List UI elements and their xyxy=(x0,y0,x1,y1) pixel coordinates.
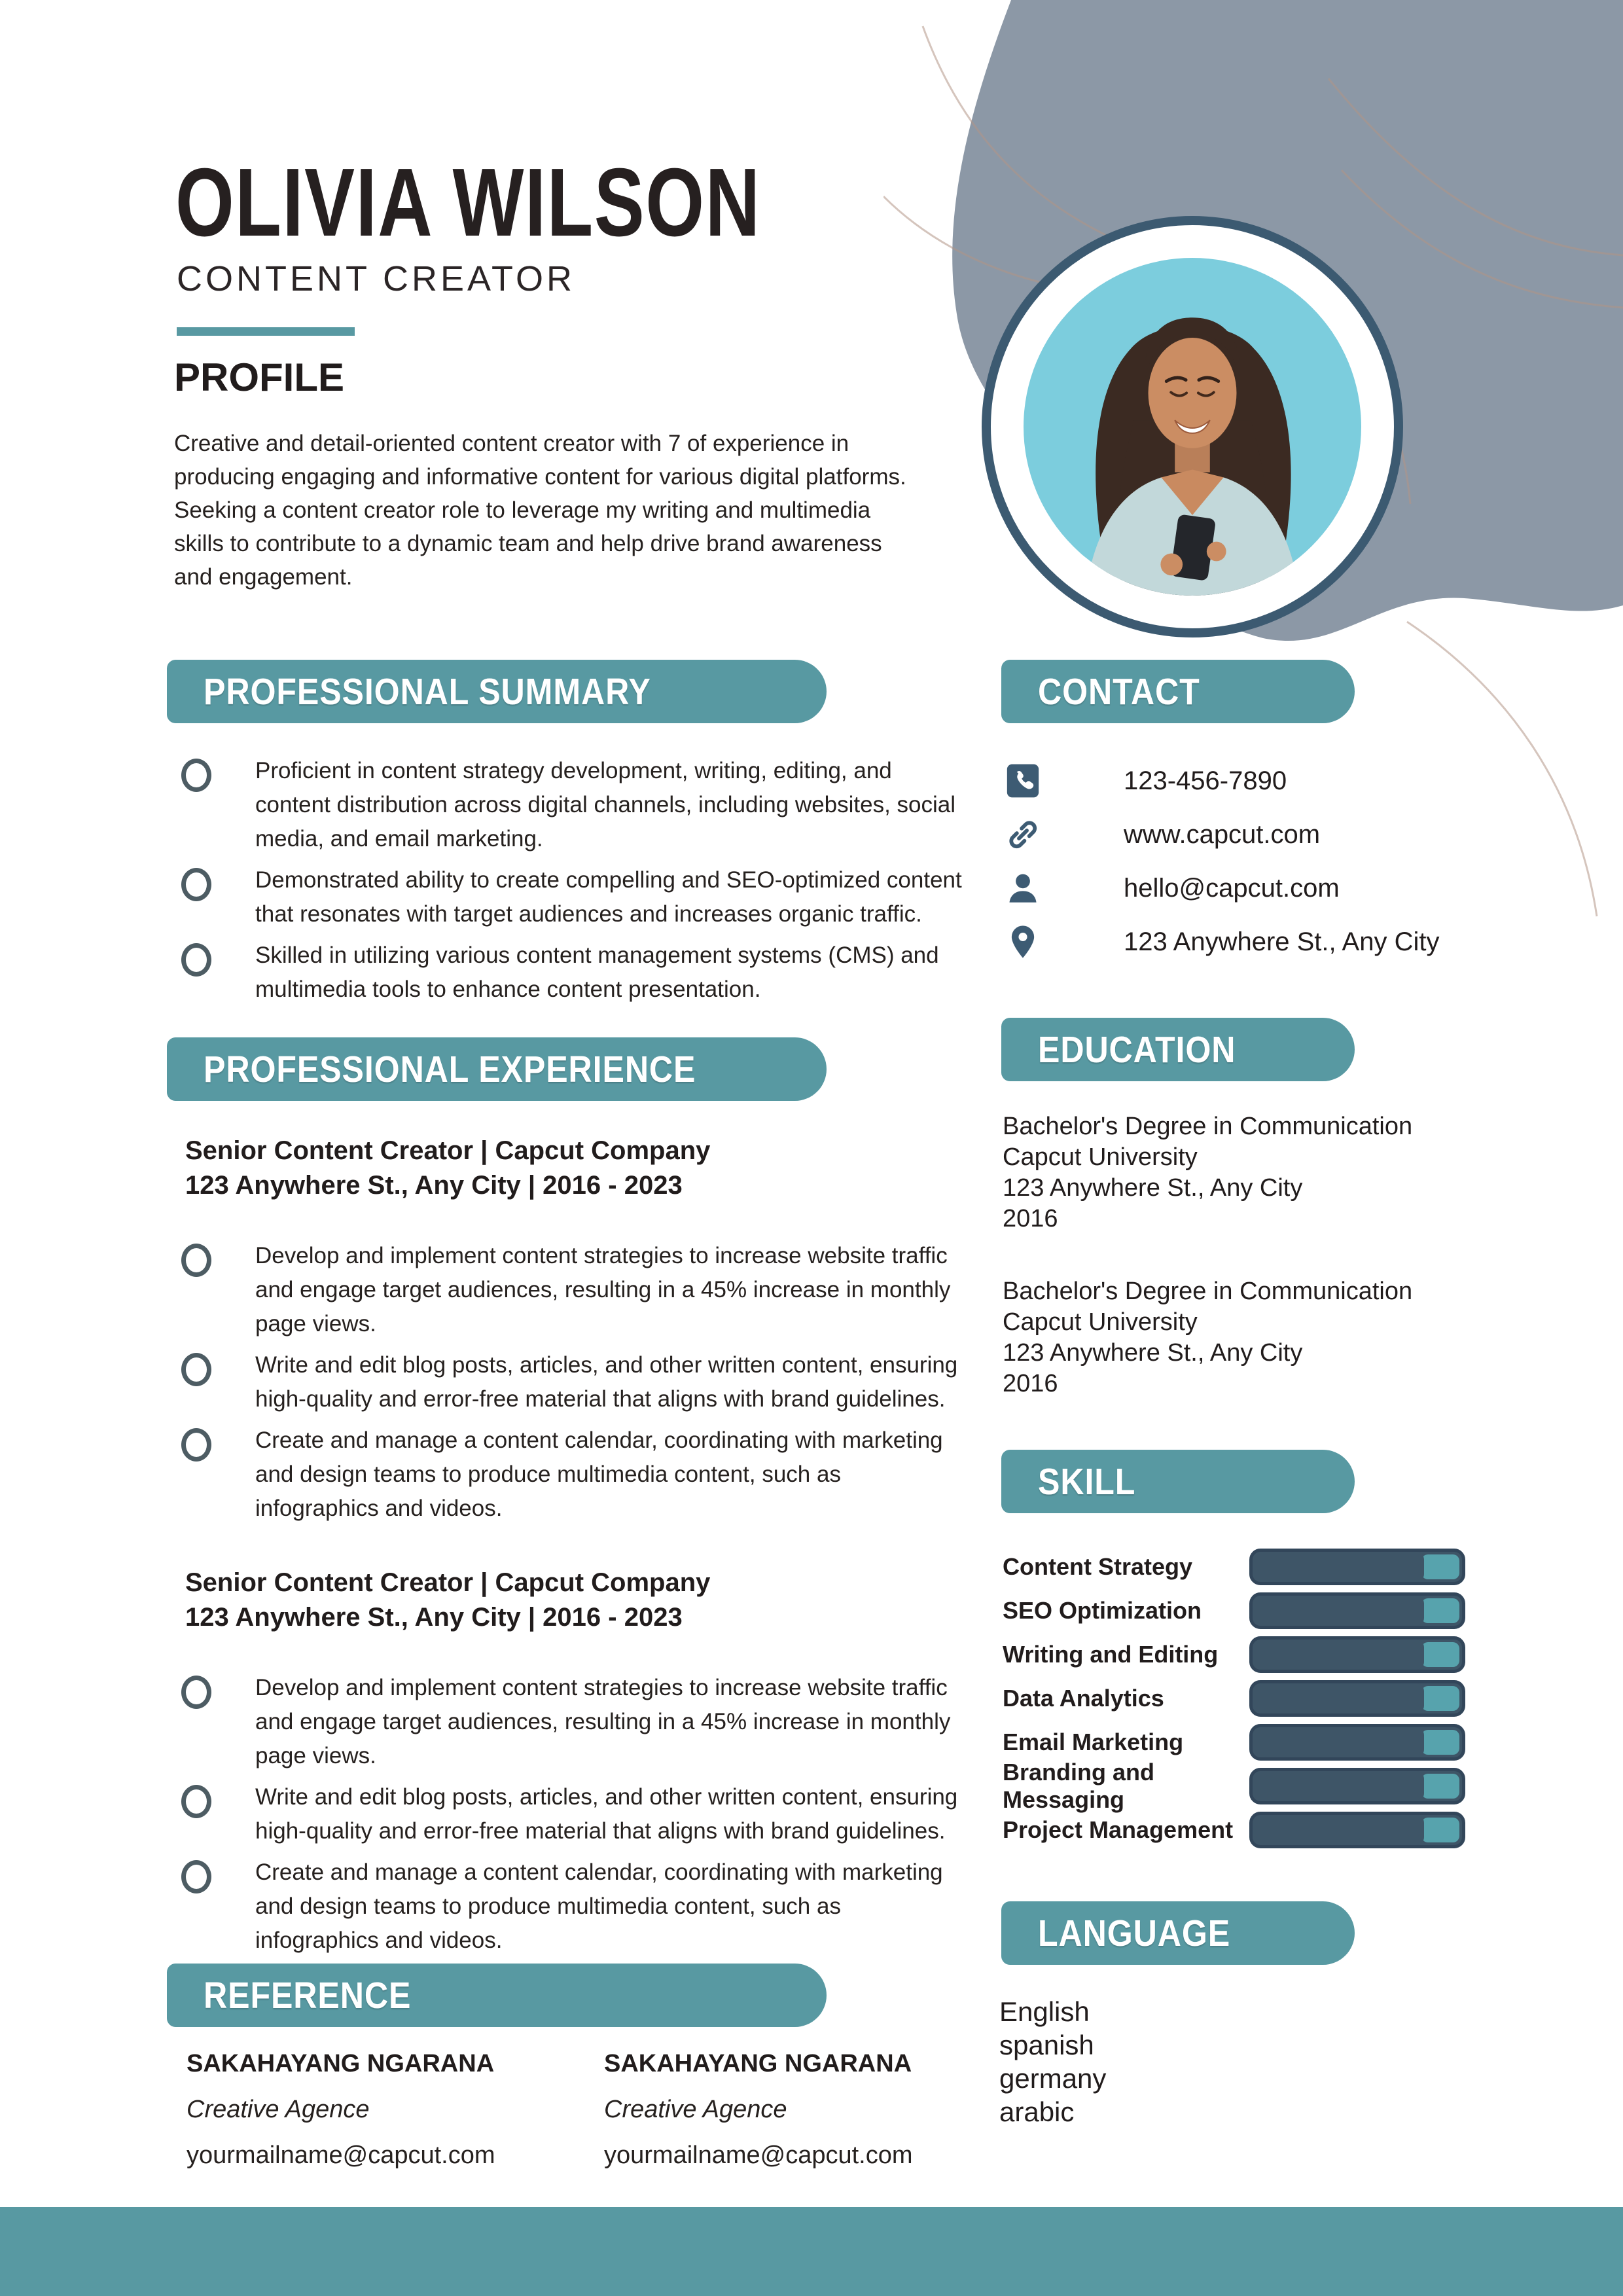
skill-label: SEO Optimization xyxy=(1003,1596,1202,1624)
job-title: CONTENT CREATOR xyxy=(177,259,576,298)
job-title-line: Senior Content Creator | Capcut Company xyxy=(185,1568,711,1597)
footer-band xyxy=(0,2207,1623,2296)
contact-email: hello@capcut.com xyxy=(1124,873,1340,903)
skill-label: Branding and Messaging xyxy=(1003,1758,1154,1813)
section-banner-reference xyxy=(167,1964,827,2027)
list-item: Write and edit blog posts, articles, and other written content, ensuring high-quality and error-free material that aligns with brand guidelines. xyxy=(167,1348,962,1416)
job-header xyxy=(185,1566,710,1635)
section-heading: CONTACT xyxy=(1038,670,1200,713)
job-meta-line: 123 Anywhere St., Any City | 2016 - 2023 xyxy=(185,1171,683,1200)
list-item: Write and edit blog posts, articles, and other written content, ensuring high-quality and error-free material that aligns with brand guidelines. xyxy=(167,1780,962,1848)
skill-progress-bar xyxy=(1249,1680,1465,1717)
language-item: germany xyxy=(999,2063,1107,2094)
contact-phone: 123-456-7890 xyxy=(1124,766,1287,795)
summary-bullet-list xyxy=(167,754,962,1014)
skill-label: Project Management xyxy=(1003,1816,1234,1843)
skill-row xyxy=(1003,1758,1605,1813)
contact-item xyxy=(1003,915,1592,969)
contact-item xyxy=(1003,861,1592,915)
section-banner-professional-experience xyxy=(167,1037,827,1101)
contact-website: www.capcut.com xyxy=(1124,819,1321,849)
skill-list xyxy=(1003,1545,1605,1852)
skill-row xyxy=(1003,1632,1605,1676)
profile-photo-frame xyxy=(982,216,1403,637)
person-icon xyxy=(1003,868,1043,908)
list-item: Demonstrated ability to create compelling and SEO-optimized content that resonates with target audiences and increases organic traffic. xyxy=(167,863,962,931)
link-icon xyxy=(1003,814,1043,855)
skill-progress-bar xyxy=(1249,1812,1465,1848)
list-item: Create and manage a content calendar, coordinating with marketing and design teams to produce multimedia content, such as infographics and videos. xyxy=(167,1424,962,1526)
language-item: English xyxy=(999,1996,1090,2027)
education-year: 2016 xyxy=(1003,1370,1058,1397)
reference-company: Creative Agence xyxy=(187,2096,370,2123)
contact-address: 123 Anywhere St., Any City xyxy=(1124,927,1440,956)
skill-label: Writing and Editing xyxy=(1003,1640,1219,1668)
section-banner-professional-summary xyxy=(167,660,827,723)
education-address: 123 Anywhere St., Any City xyxy=(1003,1339,1303,1367)
section-banner-language xyxy=(1001,1901,1355,1965)
section-heading: PROFESSIONAL SUMMARY xyxy=(204,670,651,713)
skill-label: Data Analytics xyxy=(1003,1684,1164,1712)
education-address: 123 Anywhere St., Any City xyxy=(1003,1174,1303,1202)
phone-icon xyxy=(1003,761,1043,801)
skill-progress-bar xyxy=(1249,1592,1465,1629)
profile-heading: PROFILE xyxy=(174,355,345,399)
skill-row xyxy=(1003,1676,1605,1720)
reference-company: Creative Agence xyxy=(604,2096,787,2123)
section-banner-skill xyxy=(1001,1450,1355,1513)
skill-row xyxy=(1003,1808,1605,1852)
skill-progress-bar xyxy=(1249,1724,1465,1761)
language-item: arabic xyxy=(999,2096,1075,2127)
contact-item xyxy=(1003,754,1592,808)
reference-name: SAKAHAYANG NGARANA xyxy=(604,2050,912,2077)
reference-entry xyxy=(187,2050,579,2170)
education-school: Capcut University xyxy=(1003,1308,1198,1336)
job-header xyxy=(185,1134,710,1203)
profile-text: Creative and detail-oriented content creator with 7 of experience in producing engaging and informative content for various digital platforms. Seeking a content creator role to leverage my writing and multimedia skills to contribute to a dynamic team and help drive brand awareness and engagement. xyxy=(174,431,906,590)
skill-progress-bar xyxy=(1249,1636,1465,1673)
page-title: OLIVIA WILSON xyxy=(175,149,761,257)
list-item: Develop and implement content strategies to increase website traffic and engage target audiences, resulting in a 45% increase in monthly page views. xyxy=(167,1671,962,1773)
list-item: Skilled in utilizing various content management systems (CMS) and multimedia tools to enhance content presentation. xyxy=(167,939,962,1007)
skill-row xyxy=(1003,1545,1605,1588)
skill-label: Content Strategy xyxy=(1003,1552,1193,1580)
section-heading: EDUCATION xyxy=(1038,1028,1236,1071)
job-bullet-list xyxy=(167,1239,962,1533)
section-heading: SKILL xyxy=(1038,1460,1136,1503)
reference-name: SAKAHAYANG NGARANA xyxy=(187,2050,495,2077)
list-item: Create and manage a content calendar, coordinating with marketing and design teams to produce multimedia content, such as infographics and videos. xyxy=(167,1856,962,1958)
reference-email: yourmailname@capcut.com xyxy=(187,2142,495,2169)
skill-label: Email Marketing xyxy=(1003,1728,1184,1755)
list-item: Develop and implement content strategies to increase website traffic and engage target audiences, resulting in a 45% increase in monthly page views. xyxy=(167,1239,962,1341)
reference-email: yourmailname@capcut.com xyxy=(604,2142,913,2169)
education-entry xyxy=(1003,1276,1592,1399)
language-list xyxy=(999,1995,1106,2128)
language-item: spanish xyxy=(999,2030,1094,2060)
location-icon xyxy=(1003,922,1043,962)
education-degree: Bachelor's Degree in Communication xyxy=(1003,1113,1413,1140)
job-meta-line: 123 Anywhere St., Any City | 2016 - 2023 xyxy=(185,1603,683,1632)
section-heading: REFERENCE xyxy=(204,1974,412,2017)
job-bullet-list xyxy=(167,1671,962,1965)
skill-row xyxy=(1003,1588,1605,1632)
education-year: 2016 xyxy=(1003,1205,1058,1232)
reference-entry xyxy=(604,2050,997,2170)
profile-photo xyxy=(1024,258,1361,596)
job-title-line: Senior Content Creator | Capcut Company xyxy=(185,1136,711,1165)
section-heading: LANGUAGE xyxy=(1038,1912,1231,1954)
section-banner-contact xyxy=(1001,660,1355,723)
education-school: Capcut University xyxy=(1003,1143,1198,1171)
section-banner-education xyxy=(1001,1018,1355,1081)
section-heading: PROFESSIONAL EXPERIENCE xyxy=(204,1048,696,1090)
list-item: Proficient in content strategy development, writing, editing, and content distribution across digital channels, including websites, social media, and email marketing. xyxy=(167,754,962,856)
contact-item xyxy=(1003,808,1592,861)
education-entry xyxy=(1003,1111,1592,1234)
accent-divider xyxy=(177,327,355,336)
skill-row xyxy=(1003,1720,1605,1764)
skill-progress-bar xyxy=(1249,1549,1465,1585)
contact-list xyxy=(1003,754,1592,969)
education-degree: Bachelor's Degree in Communication xyxy=(1003,1278,1413,1305)
skill-progress-bar xyxy=(1249,1768,1465,1804)
